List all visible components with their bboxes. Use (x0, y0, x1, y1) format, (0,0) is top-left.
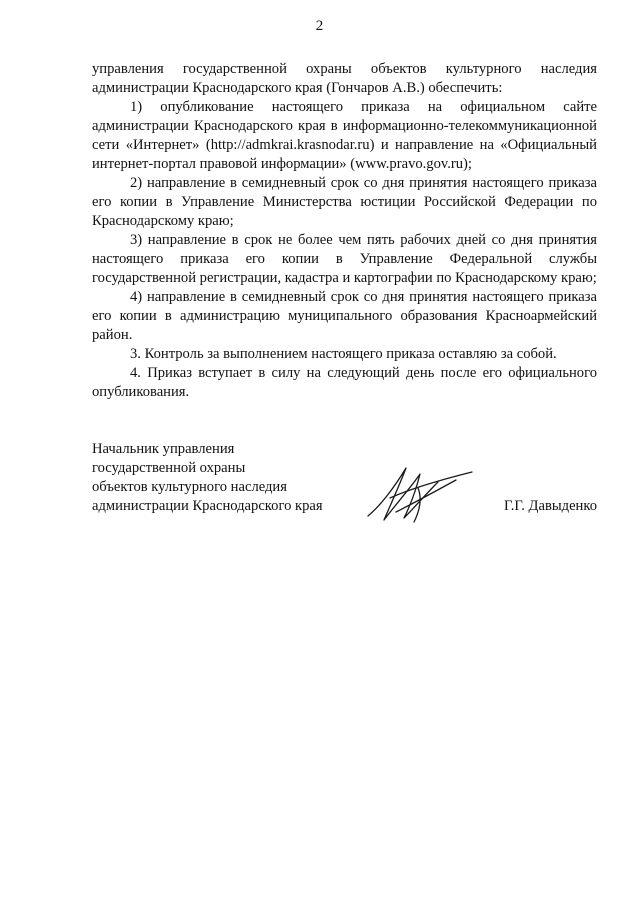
paragraph: управления государственной охраны объектов культурного наследия администрации Краснодарского края (Гончаров А.В.) обеспечить: (92, 61, 597, 96)
paragraph: 1) опубликование настоящего приказа на официальном сайте администрации Краснодарского края в информационно-телекоммуникационной сети «Интернет» (http://admkrai.krasnodar.ru) и направление на «Официальный интернет-портал правовой информации» (www.pravo.gov.ru); (92, 99, 597, 172)
signer-title-line: администрации Краснодарского края (92, 498, 323, 514)
document-body (92, 60, 597, 402)
paragraph: 4) направление в семидневный срок со дня принятия настоящего приказа его копии в администрацию муниципального образования Красноармейский район. (92, 289, 597, 343)
page-number: 2 (315, 18, 324, 34)
signer-title (92, 440, 323, 516)
signature-icon (360, 458, 480, 528)
signer-title-line: Начальник управления (92, 441, 235, 457)
signer-title-line: объектов культурного наследия (92, 479, 287, 495)
signer-title-line: государственной охраны (92, 460, 246, 476)
paragraph: 3) направление в срок не более чем пять рабочих дней со дня принятия настоящего приказа его копии в Управление Федеральной службы государственной регистрации, кадастра и картографии по Краснодарскому краю; (92, 232, 597, 286)
paragraph: 3. Контроль за выполнением настоящего приказа оставляю за собой. (130, 346, 557, 362)
signer-name: Г.Г. Давыденко (503, 498, 597, 514)
signature-block (92, 440, 597, 540)
paragraph: 4. Приказ вступает в силу на следующий день после его официального опубликования. (92, 365, 597, 400)
paragraph: 2) направление в семидневный срок со дня принятия настоящего приказа его копии в Управление Министерства юстиции Российской Федерации по Краснодарскому краю; (92, 175, 597, 229)
